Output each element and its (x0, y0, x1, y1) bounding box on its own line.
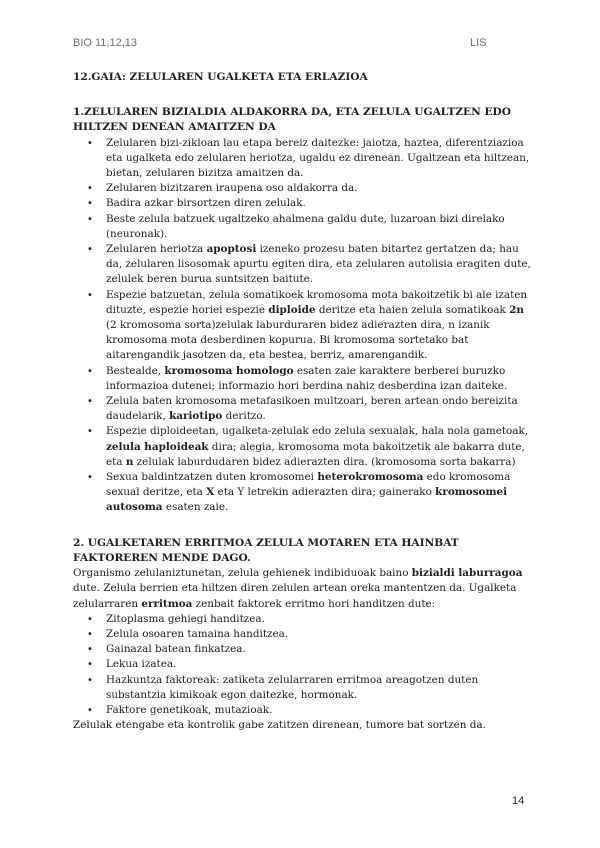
document-body (73, 70, 533, 733)
chapter-title: 12.GAIA: ZELULAREN UGALKETA ETA ERLAZIOA (73, 71, 368, 83)
page-number: 14 (512, 795, 525, 807)
list-item: • Zelula osoaren tamaina handitzea. (106, 627, 533, 642)
list-item: • Zelularen heriotza apoptosi izeneko prozesu baten bitartez gertatzen da; hau da, zelularen lisosomak apurtu egiten dira, eta zelularen autolisia eragiten dute, zelulek beren burua suntsitzen baitute. (106, 242, 533, 288)
list-item: • Espezie batzuetan, zelula somatikoek kromosoma mota bakoitzetik bi ale izaten dituzte, espezie horiei espezie diploide deritze eta haien zelula somatikoak 2n (2 kromosoma sorta)zelulak laburduraren bidez adierazten dira, n izanik kromosoma mota desberdinen kopurua. Bi kromosoma sortetako bat aitarengandik jasotzen da, eta bestea, berriz, amarengandik. (106, 288, 533, 364)
section2-list (73, 612, 533, 718)
section2-closing: Zelulak etengabe eta kontrolik gabe zatitzen direnean, tumore bat sortzen da. (73, 719, 486, 732)
list-item: • Zelula baten kromosoma metafasikoen multzoari, beren artean ondo bereizita daudelarik, kariotipo deritzo. (106, 394, 533, 424)
list-item: • Beste zelula batzuek ugaltzeko ahalmena galdu dute, luzaroan bizi direlako (neuronak). (106, 212, 533, 242)
section2 (73, 536, 533, 734)
list-item: • Espezie diploideetan, ugalketa-zelulak edo zelula sexualak, hala nola gametoak, zelula haploideak dira; alegia, kromosoma mota bakoitzetik ale bakarra dute, eta n zelulak laburdudaren bidez adierazten dira. (kromosoma sorta bakarra) (106, 424, 533, 470)
list-item: • Badira azkar birsortzen diren zelulak. (106, 196, 533, 211)
section2-title: 2. UGALKETAREN ERRITMOA ZELULA MOTAREN ETA HAINBAT FAKTOREREN MENDE DAGO. (73, 536, 459, 564)
list-item: • Sexua baldintzatzen duten kromosomei heterokromosoma edo kromosoma sexual deritze, eta X eta Y letrekin adierazten dira; gainerako kromosomei autosoma esaten zaie. (106, 470, 533, 516)
list-item: • Zelularen bizi-zikloan lau etapa bereiz daitezke: jaiotza, haztea, diferentziazioa eta ugalketa edo zelularen heriotza, ugaldu ez direnean. Ugaltzean eta hiltzean, bietan, zelularen bizitza amaitzen da. (106, 136, 533, 182)
list-item: • Gainazal batean finkatzea. (106, 642, 533, 657)
list-item: • Faktore genetikoak, mutazioak. (106, 703, 533, 718)
list-item: • Zelularen bizitzaren iraupena oso aldakorra da. (106, 181, 533, 196)
list-item: • Bestealde, kromosoma homologo esaten zaie karaktere berberei buruzko informazioa dutenei; informazio hori berdina nahiz desberdina izan daiteke. (106, 364, 533, 394)
section2-paragraph: Organismo zelulaniztunetan, zelula gehienek indibiduoak baino bizialdi laburragoa dute. Zelula berrien eta hiltzen diren zelulen artean oreka mantentzen da. Ugalketa zelularraren erritmoa zenbait faktorek erritmo hori handitzen dute: (73, 567, 523, 610)
list-item: • Zitoplasma gehiegi handitzea. (106, 612, 533, 627)
section1-title: 1.ZELULAREN BIZIALDIA ALDAKORRA DA, ETA ZELULA UGALTZEN EDO HILTZEN DENEAN AMAITZEN DA (73, 106, 511, 134)
list-item: • Lekua izatea. (106, 657, 533, 672)
section1-list (73, 136, 533, 516)
header-right: LIS (470, 37, 487, 49)
header-left: BIO 11,12,13 (73, 37, 138, 49)
list-item: • Hazkuntza faktoreak: zatiketa zelularraren erritmoa areagotzen duten substantzia kimikoak egon daitezke, hormonak. (106, 673, 533, 703)
